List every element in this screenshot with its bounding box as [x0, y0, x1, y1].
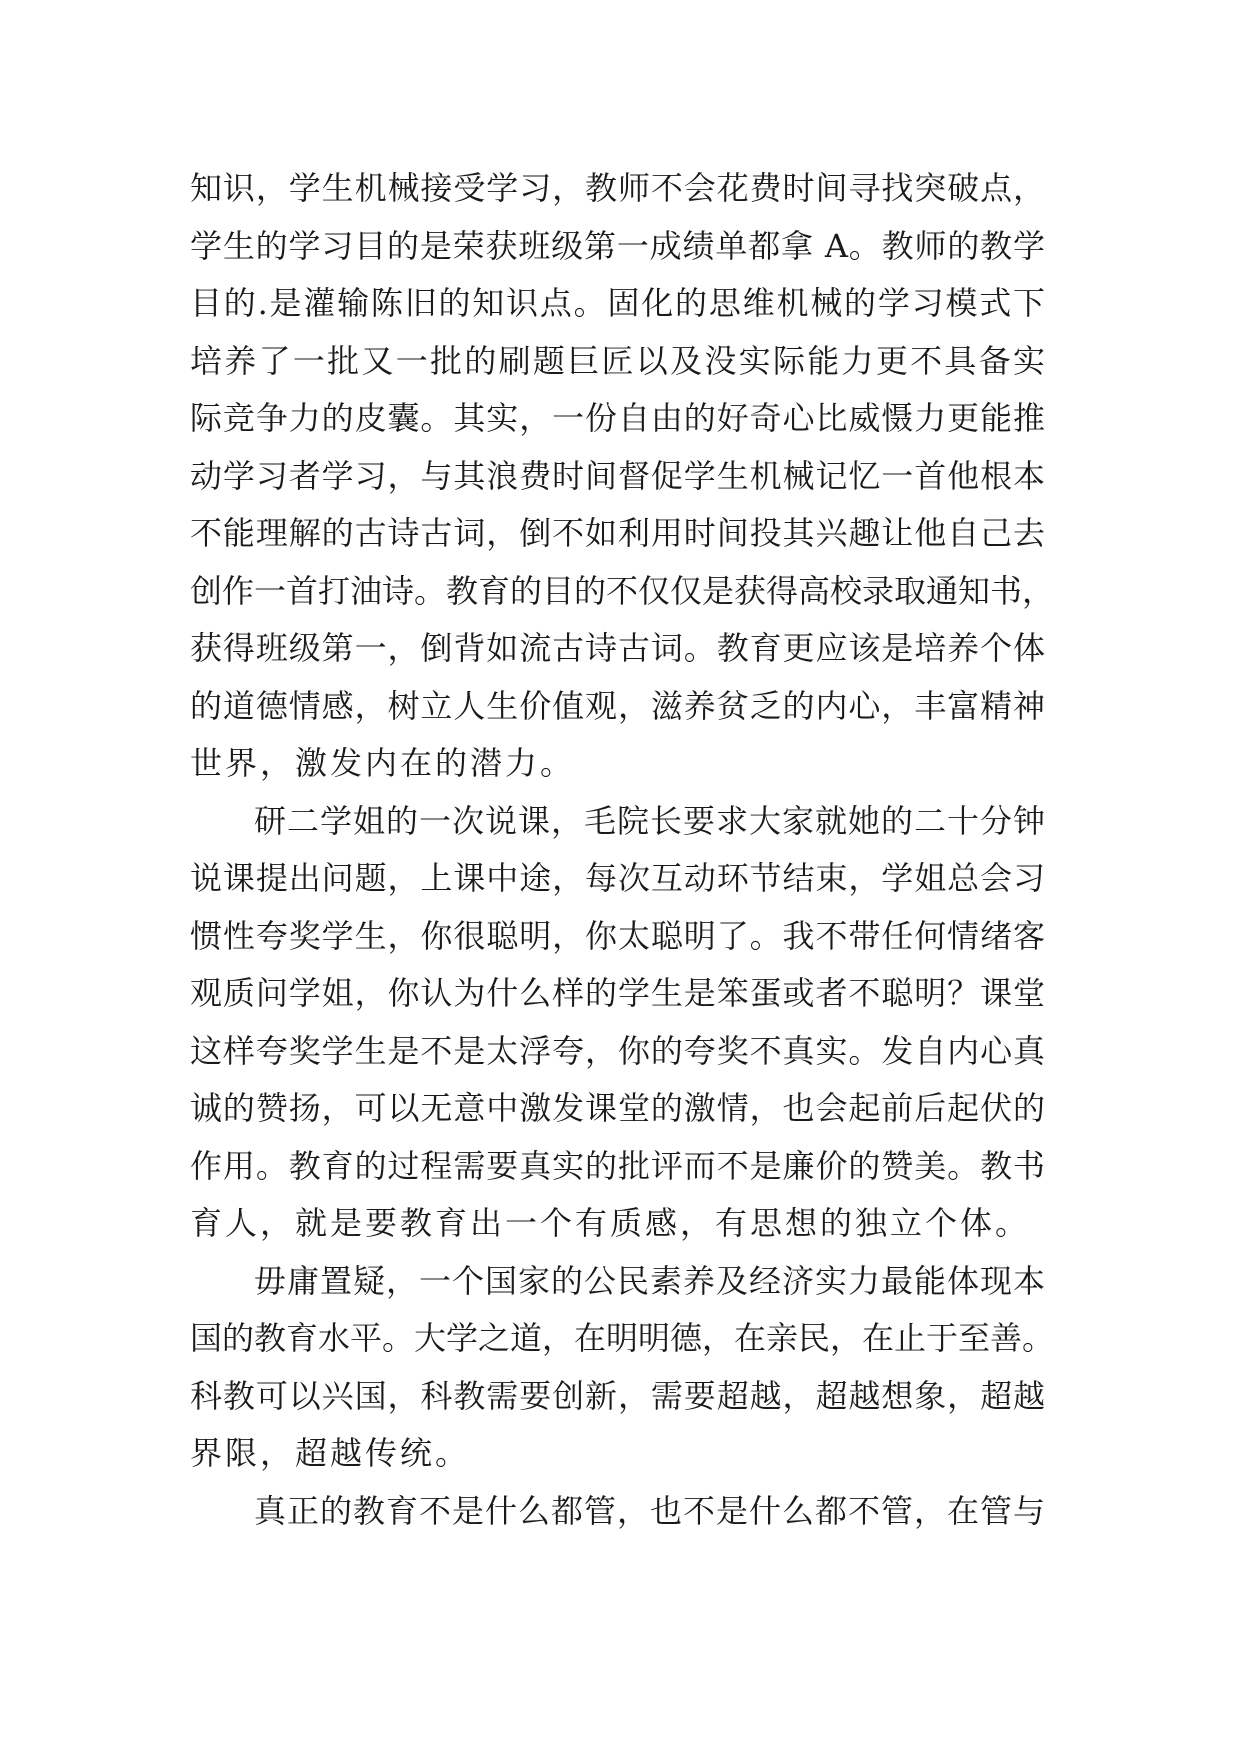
paragraph — [190, 160, 1055, 793]
text-line: 的道德情感，树立人生价值观，滋养贫乏的内心，丰富精神 — [190, 686, 1045, 725]
text-line: 际竞争力的皮囊。其实，一份自由的好奇心比威慑力更能推 — [190, 399, 1045, 437]
text-line: 惯性夸奖学生，你很聪明，你太聪明了。我不带任何情绪客 — [190, 916, 1045, 955]
text-line: 研二学姐的一次说课，毛院长要求大家就她的二十分钟 — [254, 801, 1045, 840]
text-line: 国的教育水平。大学之道，在明明德，在亲民，在止于至善。 — [190, 1319, 1055, 1357]
text-line: 这样夸奖学生是不是太浮夸，你的夸奖不真实。发自内心真 — [190, 1031, 1045, 1070]
paragraph — [190, 793, 1045, 1253]
text-line: 知识，学生机械接受学习，教师不会花费时间寻找突破点， — [190, 169, 1045, 207]
text-line: 动学习者学习，与其浪费时间督促学生机械记忆一首他根本 — [190, 456, 1045, 495]
text-line: 学生的学习目的是荣获班级第一成绩单都拿 A。教师的教学 — [190, 226, 1045, 265]
text-line: 育人，就是要教育出一个有质感，有思想的独立个体。 — [190, 1204, 1031, 1242]
text-line: 诚的赞扬，可以无意中激发课堂的激情，也会起前后起伏的 — [190, 1089, 1045, 1127]
paragraph — [190, 1253, 1055, 1483]
text-line: 真正的教育不是什么都管，也不是什么都不管，在管与 — [254, 1491, 1045, 1530]
text-line: 科教可以兴国，科教需要创新，需要超越，超越想象，超越 — [190, 1376, 1045, 1415]
text-line: 不能理解的古诗古词，倒不如利用时间投其兴趣让他自己去 — [190, 514, 1045, 552]
text-line: 作用。教育的过程需要真实的批评而不是廉价的赞美。教书 — [190, 1146, 1045, 1185]
text-line: 说课提出问题，上课中途，每次互动环节结束，学姐总会习 — [190, 859, 1045, 897]
text-line: 世界，激发内在的潜力。 — [190, 744, 576, 782]
text-line: 界限，超越传统。 — [190, 1434, 471, 1472]
text-line: 毋庸置疑，一个国家的公民素养及经济实力最能体现本 — [254, 1261, 1045, 1300]
text-line: 目的.是灌输陈旧的知识点。固化的思维机械的学习模式下 — [190, 284, 1045, 322]
text-line: 获得班级第一，倒背如流古诗古词。教育更应该是培养个体 — [190, 629, 1045, 667]
text-line: 培养了一批又一批的刷题巨匠以及没实际能力更不具备实 — [190, 341, 1045, 380]
text-line: 观质问学姐，你认为什么样的学生是笨蛋或者不聪明？课堂 — [190, 974, 1045, 1012]
body-text — [190, 160, 1055, 1540]
paragraph — [190, 1483, 1045, 1541]
text-line: 创作一首打油诗。教育的目的不仅仅是获得高校录取通知书， — [190, 571, 1055, 610]
